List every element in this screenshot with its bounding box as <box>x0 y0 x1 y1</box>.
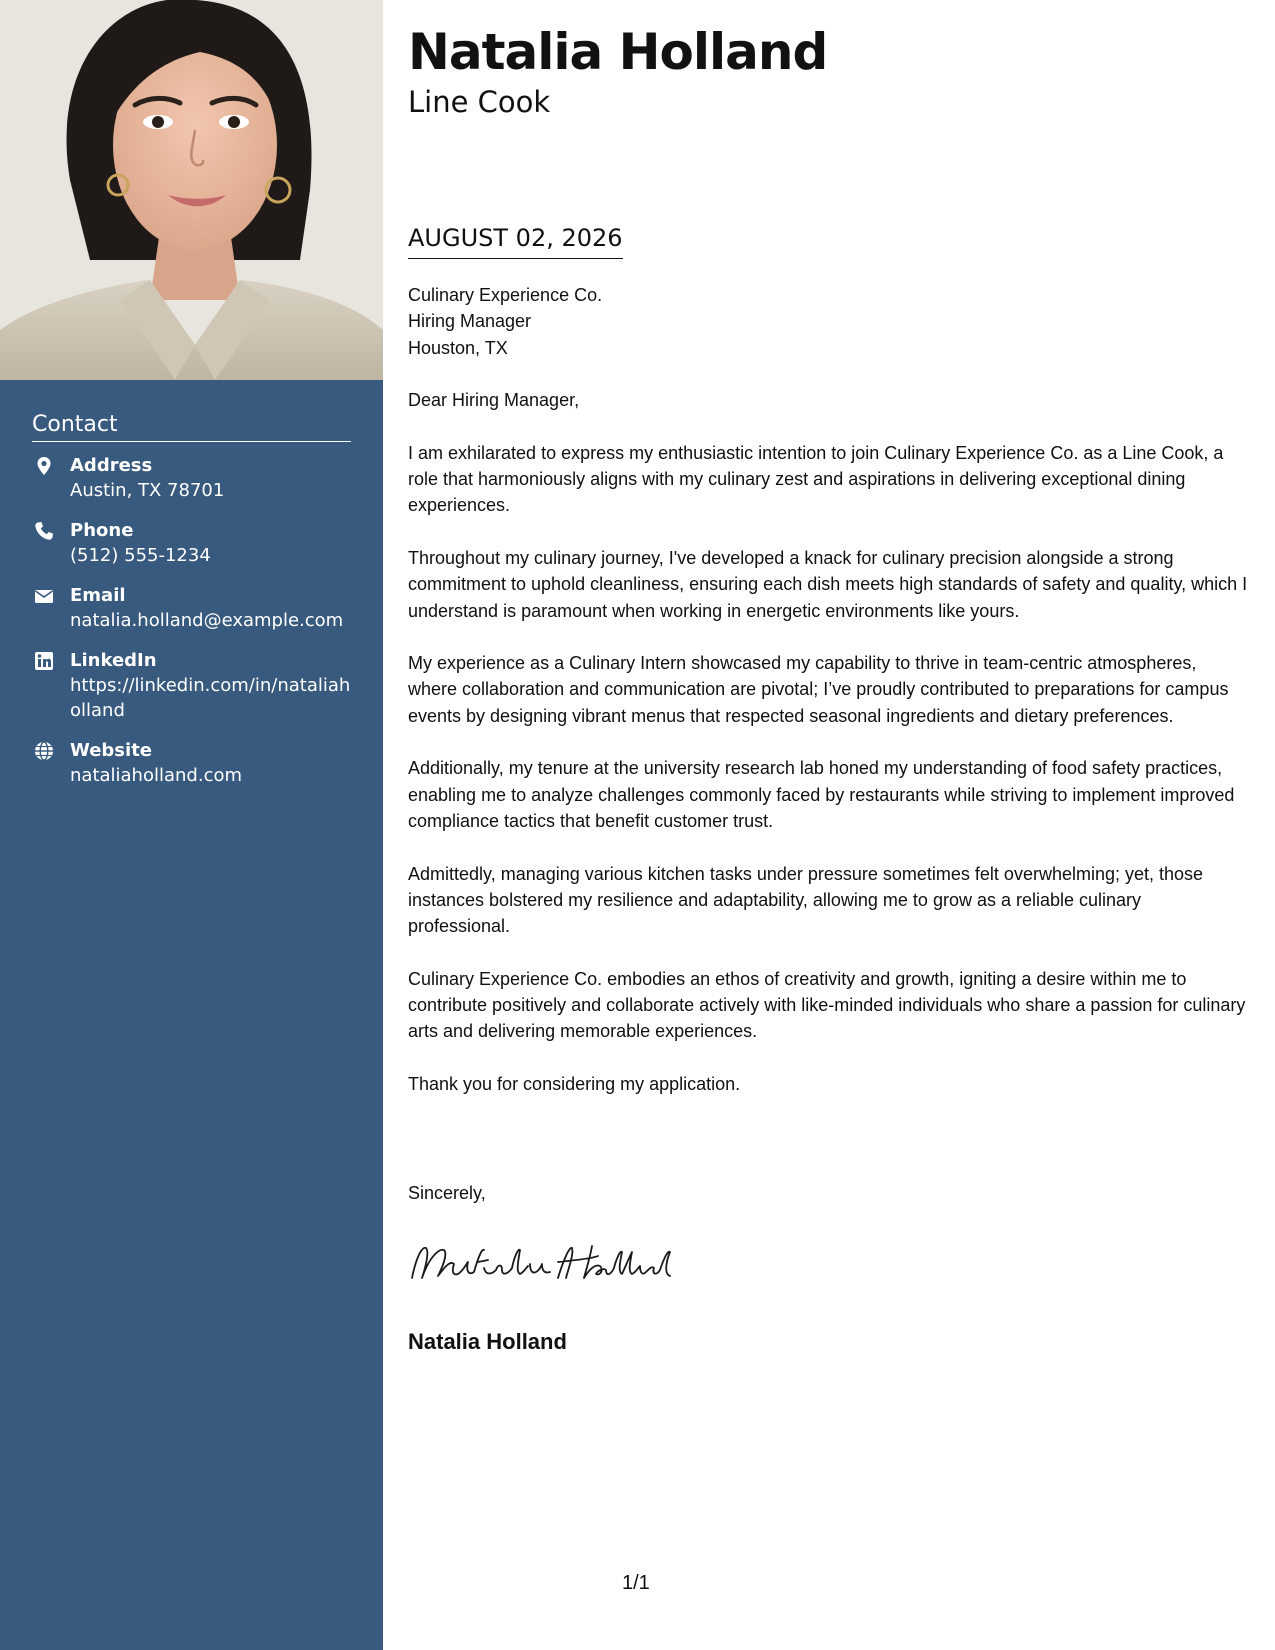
recipient-company: Culinary Experience Co. <box>408 285 603 305</box>
website-value[interactable]: nataliaholland.com <box>70 765 243 786</box>
page-number: 1/1 <box>622 1572 650 1594</box>
contact-item-linkedin <box>32 649 351 723</box>
address-value: Austin, TX 78701 <box>70 480 225 501</box>
profile-photo <box>0 0 383 380</box>
contact-section <box>32 412 351 804</box>
globe-icon <box>34 741 54 761</box>
recipient-role: Hiring Manager <box>408 311 532 332</box>
contact-item-phone <box>32 519 351 568</box>
contact-item-address <box>32 454 351 503</box>
letter-body <box>408 282 1248 1124</box>
phone-icon <box>34 521 54 541</box>
job-title: Line Cook <box>408 85 551 119</box>
sidebar <box>0 0 383 1650</box>
linkedin-icon <box>34 651 54 671</box>
applicant-name: Natalia Holland <box>408 23 828 81</box>
email-value[interactable]: natalia.holland@example.com <box>70 610 344 631</box>
contact-item-website <box>32 739 351 788</box>
handwritten-signature <box>408 1238 678 1288</box>
signer-name: Natalia Holland <box>408 1329 567 1354</box>
paragraph: Thank you for considering my application. <box>408 1073 741 1094</box>
contact-label: Address <box>70 455 153 476</box>
contact-item-email <box>32 584 351 633</box>
contact-label: LinkedIn <box>70 650 157 671</box>
recipient-block <box>408 282 1248 361</box>
closing: Sincerely, <box>408 1183 486 1203</box>
salutation: Dear Hiring Manager, <box>408 390 580 411</box>
map-pin-icon <box>34 456 54 476</box>
linkedin-value[interactable]: https://linkedin.com/in/nataliaholland <box>70 675 351 721</box>
contact-label: Website <box>70 740 153 761</box>
paragraph: Throughout my culinary journey, I've developed a knack for culinary precision alongside a strong commitment to uphold cleanliness, ensuring each dish meets high standards of safety and quality, which I understand is paramount when working in energetic environments like yours. <box>408 547 1248 621</box>
paragraph: Admittedly, managing various kitchen tasks under pressure sometimes felt overwhelming; yet, those instances bolstered my resilience and adaptability, allowing me to grow as a reliable culinary professional. <box>408 863 1204 937</box>
contact-heading: Contact <box>32 412 351 442</box>
paragraph: Additionally, my tenure at the university research lab honed my understanding of food safety practices, enabling me to analyze challenges commonly faced by restaurants while striving to implement improved compliance tactics that benefit customer trust. <box>408 758 1235 831</box>
paragraph: I am exhilarated to express my enthusiastic intention to join Culinary Experience Co. as a Line Cook, a role that harmoniously aligns with my culinary zest and aspirations in delivering exceptional dining experiences. <box>408 442 1224 516</box>
envelope-icon <box>34 586 54 606</box>
contact-label: Email <box>70 585 126 606</box>
paragraph: Culinary Experience Co. embodies an ethos of creativity and growth, igniting a desire within me to contribute positively and collaborate actively with like-minded individuals who share a passion for culinary arts and delivering memorable experiences. <box>408 968 1246 1042</box>
paragraph: My experience as a Culinary Intern showcased my capability to thrive in team-centric atmospheres, where collaboration and communication are pivotal; I’ve proudly contributed to preparations for campus events by designing vibrant menus that respected seasonal ingredients and dietary preferences. <box>408 653 1229 726</box>
contact-label: Phone <box>70 520 134 541</box>
phone-value: (512) 555-1234 <box>70 545 211 566</box>
recipient-location: Houston, TX <box>408 337 508 358</box>
letter-date: AUGUST 02, 2026 <box>408 222 623 259</box>
